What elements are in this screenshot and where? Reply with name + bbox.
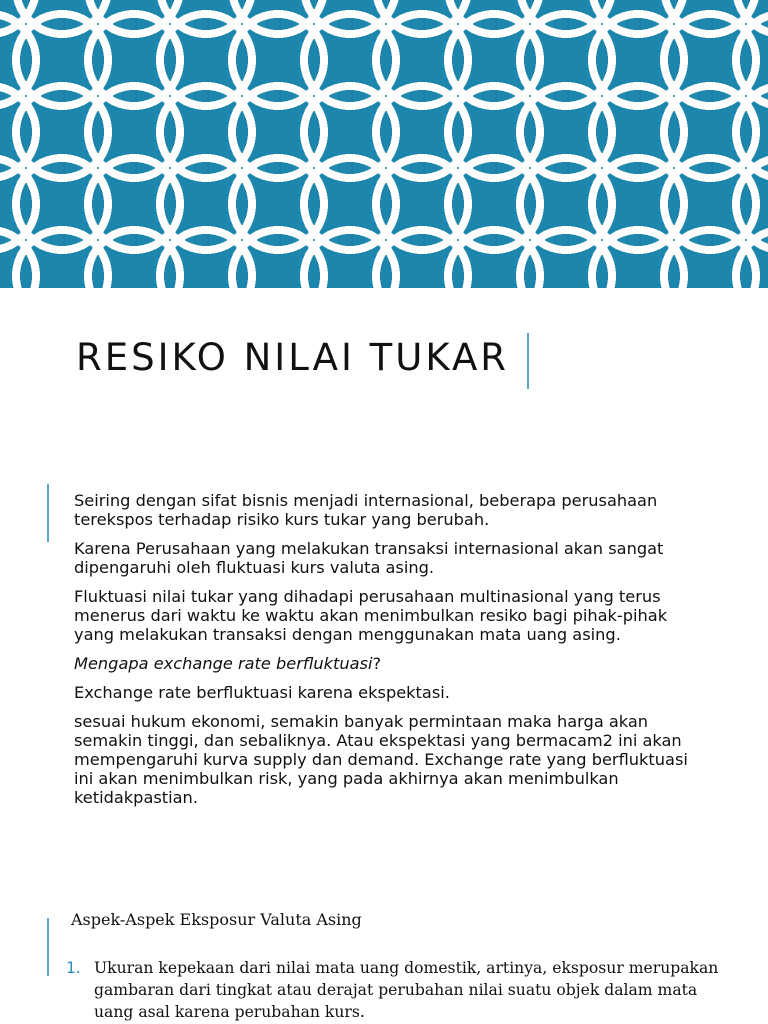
section-accent-bar xyxy=(47,918,49,976)
decorative-pattern-banner xyxy=(0,0,768,288)
question-mark: ? xyxy=(372,654,382,673)
paragraph: Seiring dengan sifat bisnis menjadi internasional, beberapa perusahaan terekspos terhadap risiko kurs tukar yang berubah. xyxy=(74,491,658,529)
numbered-list xyxy=(66,957,726,1023)
title-accent-bar xyxy=(527,333,529,389)
paragraph: Karena Perusahaan yang melakukan transaksi internasional akan sangat dipengaruhi oleh fluktuasi kurs valuta asing. xyxy=(74,539,664,577)
list-item-text: Ukuran kepekaan dari nilai mata uang domestik, artinya, eksposur merupakan gambaran dari tingkat atau derajat perubahan nilai suatu objek dalam mata uang asal karena perubahan kurs. xyxy=(94,959,719,1021)
content-body xyxy=(74,491,694,817)
question-paragraph xyxy=(74,654,694,673)
question-italic: Mengapa exchange rate berfluktuasi xyxy=(74,654,373,673)
paragraph: Fluktuasi nilai tukar yang dihadapi perusahaan multinasional yang terus menerus dari waktu ke waktu akan menimbulkan resiko bagi pihak-pihak yang melakukan transaksi dengan menggunakan mata uang asing. xyxy=(74,587,668,644)
section-title: Aspek-Aspek Eksposur Valuta Asing xyxy=(71,910,362,929)
content-accent-bar xyxy=(47,484,49,542)
paragraph: sesuai hukum ekonomi, semakin banyak permintaan maka harga akan semakin tinggi, dan sebaliknya. Atau ekspektasi yang bermacam2 ini akan mempengaruhi kurva supply dan demand. Exchange rate yang berfluktuasi ini akan menimbulkan risk, yang pada akhirnya akan menimbulkan ketidakpastian. xyxy=(74,712,688,807)
slide-title: RESIKO NILAI TUKAR xyxy=(76,336,509,379)
list-number: 1. xyxy=(66,959,81,977)
list-item xyxy=(66,957,726,1023)
paragraph: Exchange rate berfluktuasi karena ekspektasi. xyxy=(74,683,450,702)
